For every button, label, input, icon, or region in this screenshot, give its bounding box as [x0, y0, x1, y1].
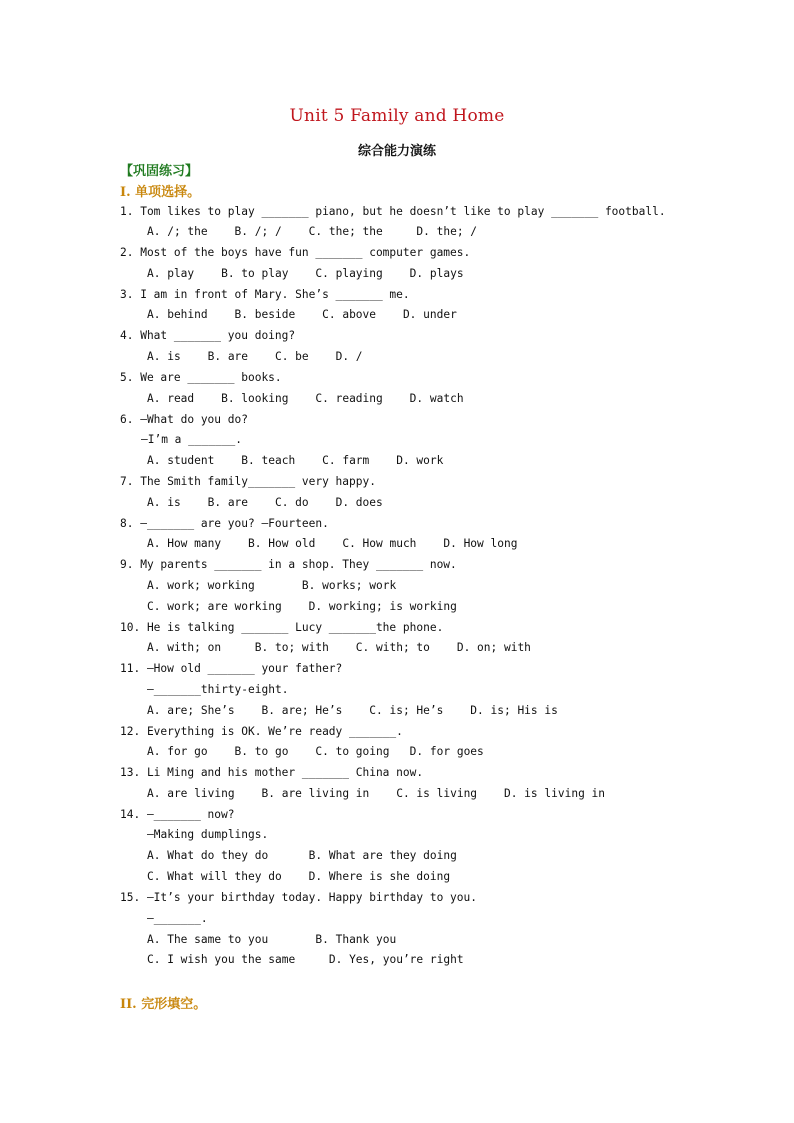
question-10-options: A. with; on B. to; with C. with; to D. on; with — [147, 641, 531, 654]
question-5-options: A. read B. looking C. reading D. watch — [147, 392, 464, 405]
section-heading-2 — [120, 993, 206, 1012]
section-numeral: I. — [120, 185, 131, 200]
section-tag: 【巩固练习】 — [120, 164, 199, 179]
question-3-stem: 3. I am in front of Mary. She’s _______ me. — [120, 288, 410, 301]
question-15-options: A. The same to you B. Thank you — [147, 933, 397, 946]
question-15-options-2: C. I wish you the same D. Yes, you’re right — [147, 953, 464, 966]
question-9-options: A. work; working B. works; work — [147, 579, 397, 592]
question-3-options: A. behind B. beside C. above D. under — [147, 308, 457, 321]
question-15-stem: 15. —It’s your birthday today. Happy birthday to you. — [120, 891, 477, 904]
question-6-stem: 6. —What do you do? — [120, 413, 248, 426]
question-6-stem-2: —I’m a _______. — [141, 433, 243, 446]
question-10-stem: 10. He is talking _______ Lucy _______the phone. — [120, 621, 444, 634]
section-heading-1 — [120, 181, 200, 200]
question-2-options: A. play B. to play C. playing D. plays — [147, 267, 464, 280]
question-14-stem-2: —Making dumplings. — [147, 828, 269, 841]
question-1-options: A. /; the B. /; / C. the; the D. the; / — [147, 225, 478, 238]
section-heading-text: 完形填空。 — [141, 997, 207, 1012]
question-8-stem: 8. —_______ are you? —Fourteen. — [120, 517, 329, 530]
question-6-options: A. student B. teach C. farm D. work — [147, 454, 444, 467]
question-9-stem: 9. My parents _______ in a shop. They _______ now. — [120, 558, 457, 571]
page-title: Unit 5 Family and Home — [289, 106, 505, 126]
question-12-stem: 12. Everything is OK. We’re ready _______. — [120, 725, 403, 738]
question-4-options: A. is B. are C. be D. / — [147, 350, 363, 363]
question-12-options: A. for go B. to go C. to going D. for goes — [147, 745, 484, 758]
question-14-options: A. What do they do B. What are they doing — [147, 849, 457, 862]
question-11-options: A. are; She’s B. are; He’s C. is; He’s D. is; His is — [147, 704, 558, 717]
section-heading-text: 单项选择。 — [135, 185, 201, 200]
question-11-stem: 11. —How old _______ your father? — [120, 662, 343, 675]
question-13-stem: 13. Li Ming and his mother _______ China now. — [120, 766, 424, 779]
question-13-options: A. are living B. are living in C. is living D. is living in — [147, 787, 606, 800]
question-14-stem: 14. —_______ now? — [120, 808, 235, 821]
question-11-stem-2: —_______thirty-eight. — [147, 683, 289, 696]
question-1-stem: 1. Tom likes to play _______ piano, but he doesn’t like to play _______ football. — [120, 205, 666, 218]
question-7-options: A. is B. are C. do D. does — [147, 496, 383, 509]
question-4-stem: 4. What _______ you doing? — [120, 329, 296, 342]
question-9-options-2: C. work; are working D. working; is working — [147, 600, 457, 613]
question-2-stem: 2. Most of the boys have fun _______ computer games. — [120, 246, 471, 259]
question-7-stem: 7. The Smith family_______ very happy. — [120, 475, 376, 488]
question-14-options-2: C. What will they do D. Where is she doing — [147, 870, 451, 883]
question-5-stem: 5. We are _______ books. — [120, 371, 282, 384]
question-8-options: A. How many B. How old C. How much D. How long — [147, 537, 518, 550]
page-subtitle: 综合能力演练 — [357, 144, 436, 159]
section-numeral: II. — [120, 997, 137, 1012]
question-15-stem-2: —_______. — [147, 912, 208, 925]
